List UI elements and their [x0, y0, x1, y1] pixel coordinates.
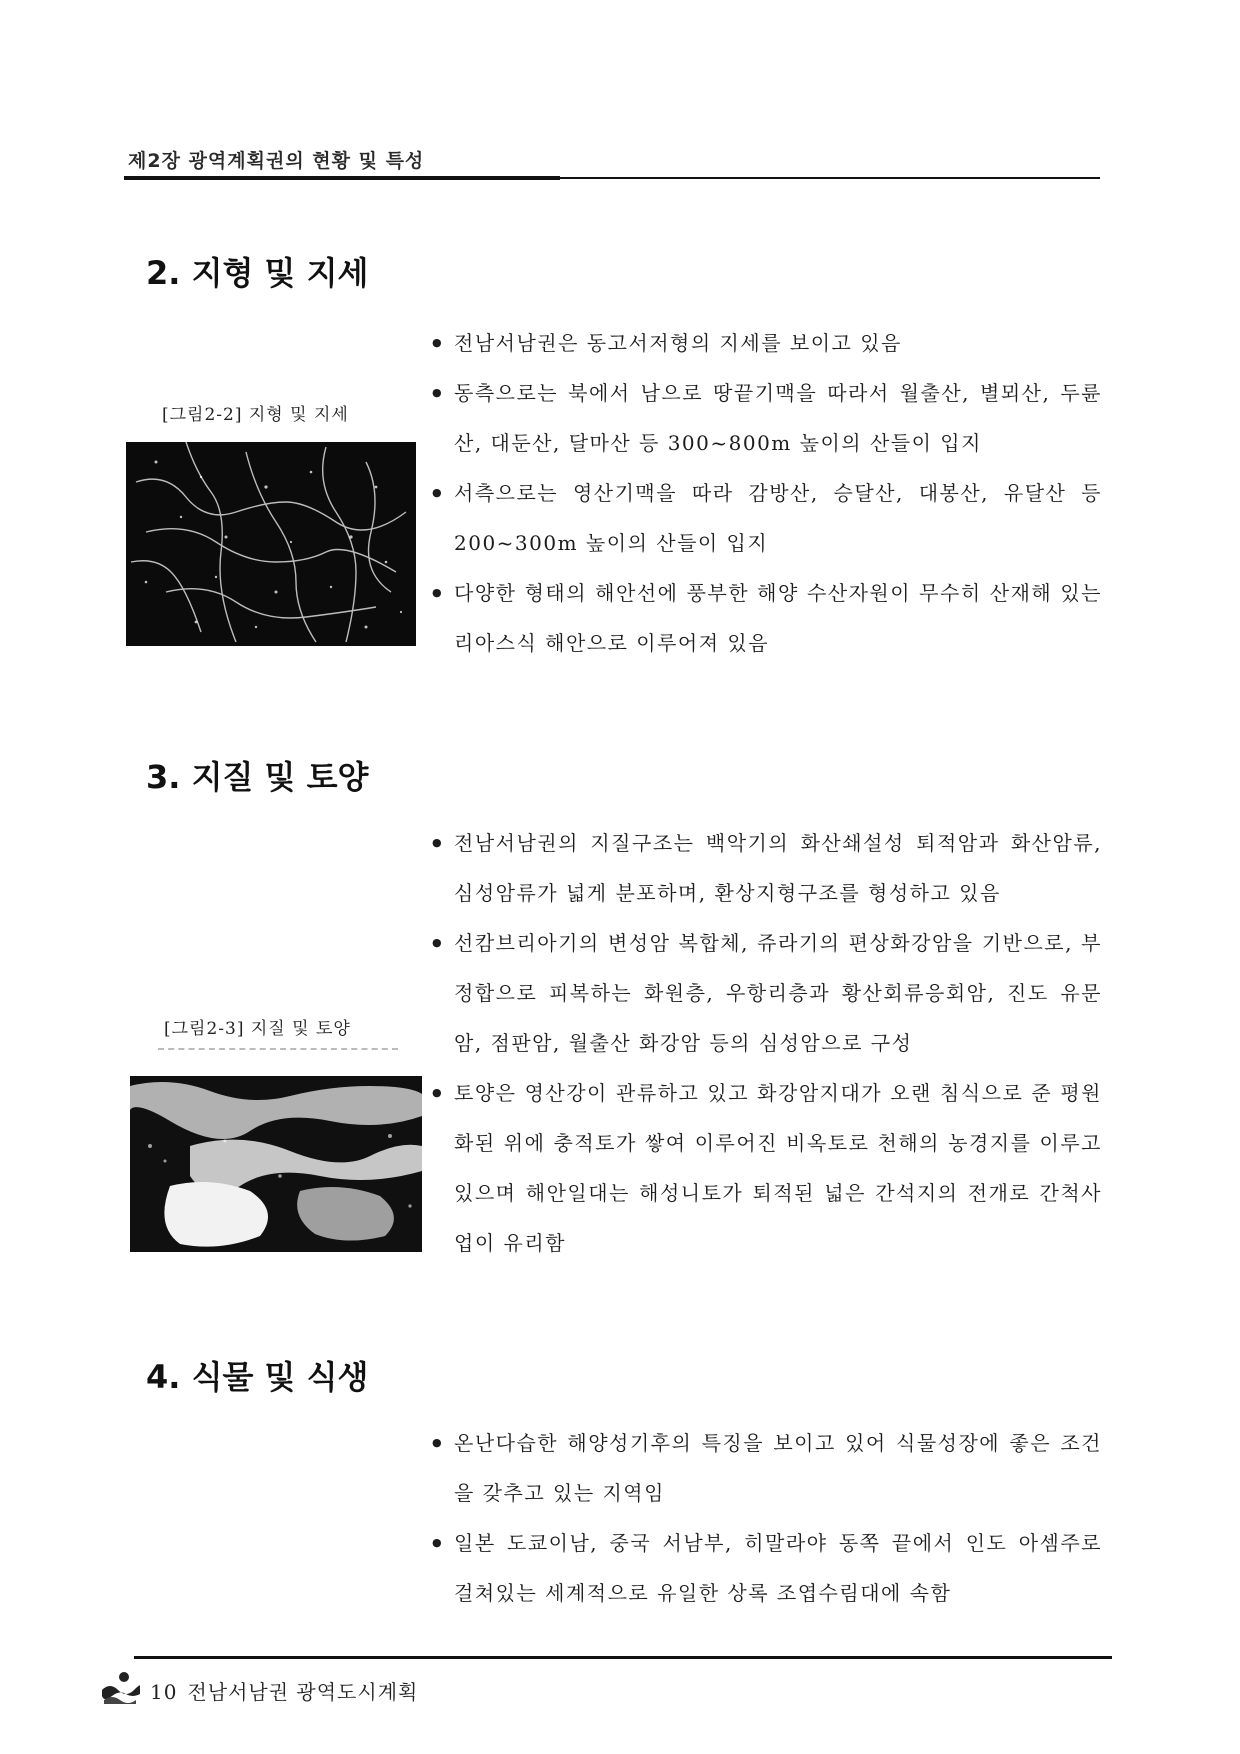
footer-text	[150, 1676, 418, 1705]
bullet-list-vegetation	[432, 1418, 1102, 1618]
running-header: 제2장 광역계획권의 현황 및 특성	[128, 150, 425, 172]
bullet-item: ● 온난다습한 해양성기후의 특징을 보이고 있어 식물성장에 좋은 조건을 갖추고 있는 지역임	[432, 1418, 1102, 1518]
bullet-item: ● 선캄브리아기의 변성암 복합체, 쥬라기의 편상화강암을 기반으로, 부정합으로 피복하는 화원층, 우항리층과 황산회류응회암, 진도 유문암, 점판암, 월출산 화강암 등의 심성암으로 구성	[432, 918, 1102, 1068]
caption-divider	[158, 1048, 398, 1050]
figure-caption-terrain: [그림2-2] 지형 및 지세	[162, 405, 349, 425]
figure-caption-geology: [그림2-3] 지질 및 토양	[164, 1019, 351, 1039]
header-rule	[124, 176, 560, 180]
publication-title: 전남서남권 광역도시계획	[187, 1680, 419, 1704]
bullet-item: ● 다양한 형태의 해안선에 풍부한 해양 수산자원이 무수히 산재해 있는 리아스식 해안으로 이루어져 있음	[432, 568, 1102, 668]
section-heading-vegetation: 4. 식물 및 식생	[146, 1358, 369, 1396]
bullet-list-geology	[432, 818, 1102, 1268]
terrain-map-image	[126, 442, 416, 646]
page-number: 10	[150, 1680, 178, 1704]
bullet-item: ● 토양은 영산강이 관류하고 있고 화강암지대가 오랜 침식으로 준 평원화된 위에 충적토가 쌓여 이루어진 비옥토로 천해의 농경지를 이루고 있으며 해안일대는 해성니토가 퇴적된 넓은 간석지의 전개로 간척사업이 유리함	[432, 1068, 1102, 1268]
geology-aerial-image	[130, 1076, 422, 1252]
figure-terrain-photo	[126, 442, 416, 646]
bullet-item: ● 전남서남권은 동고서저형의 지세를 보이고 있음	[432, 318, 1102, 368]
footer-rule	[134, 1656, 1112, 1659]
section-heading-terrain: 2. 지형 및 지세	[146, 254, 369, 292]
bullet-item: ● 전남서남권의 지질구조는 백악기의 화산쇄설성 퇴적암과 화산암류, 심성암류가 넓게 분포하며, 환상지형구조를 형성하고 있음	[432, 818, 1102, 918]
bullet-item: ● 서측으로는 영산기맥을 따라 감방산, 승달산, 대봉산, 유달산 등 200~300m 높이의 산들이 입지	[432, 468, 1102, 568]
wave-logo-icon	[100, 1670, 140, 1704]
figure-geology-photo	[130, 1076, 422, 1252]
bullet-list-terrain	[432, 318, 1102, 668]
bullet-item: ● 일본 도쿄이남, 중국 서남부, 히말라야 동쪽 끝에서 인도 아셈주로 걸쳐있는 세계적으로 유일한 상록 조엽수림대에 속함	[432, 1518, 1102, 1618]
bullet-item: ● 동측으로는 북에서 남으로 땅끝기맥을 따라서 월출산, 별뫼산, 두륜산, 대둔산, 달마산 등 300~800m 높이의 산들이 입지	[432, 368, 1102, 468]
section-heading-geology: 3. 지질 및 토양	[146, 758, 369, 796]
header-rule-thin	[560, 177, 1100, 179]
